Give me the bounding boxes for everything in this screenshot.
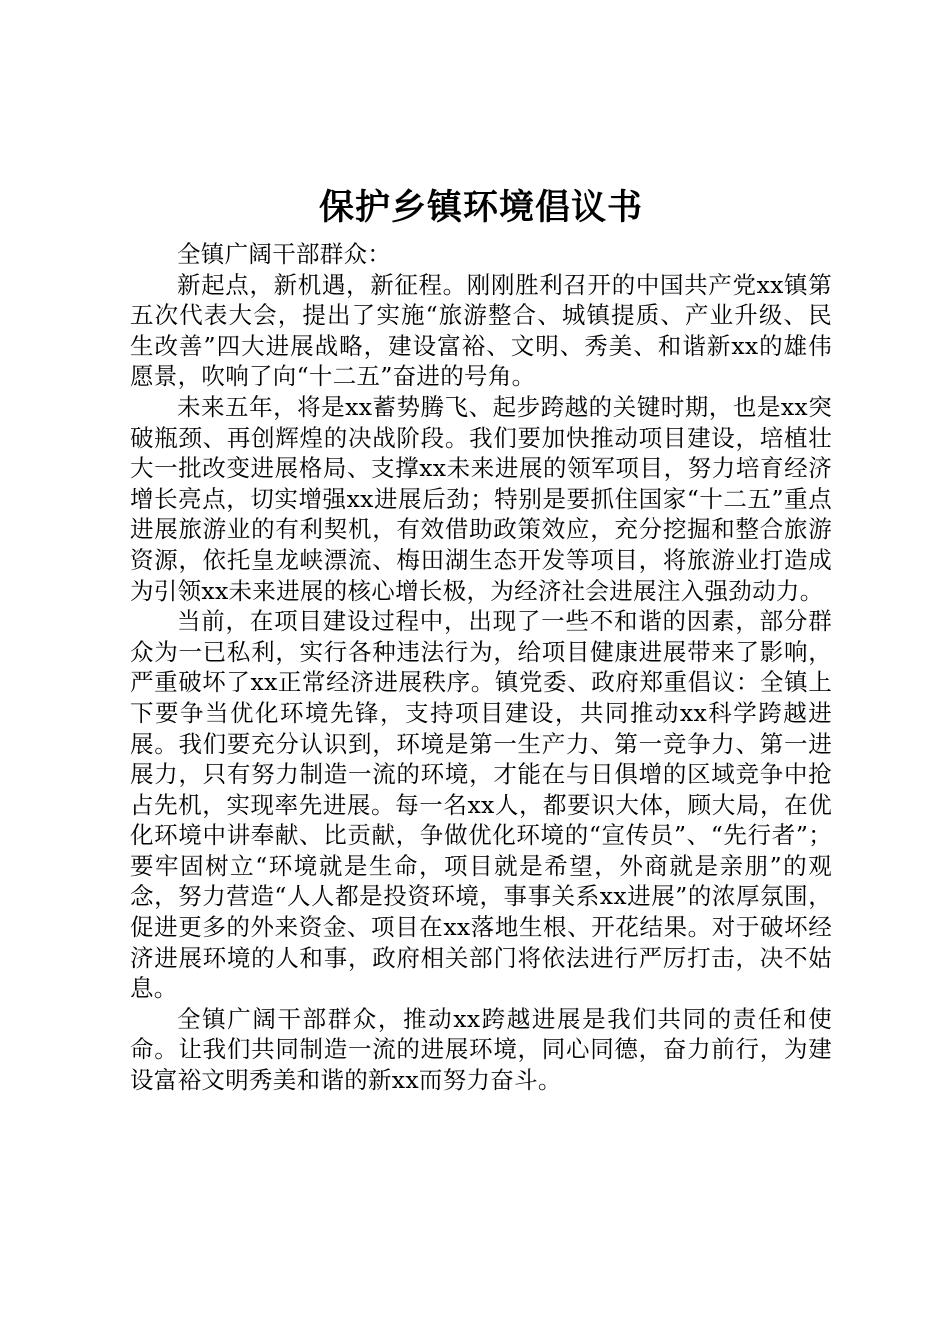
- document-page: [130, 183, 832, 1096]
- document-title: 保护乡镇环境倡议书: [318, 187, 643, 228]
- paragraph-1: 新起点，新机遇，新征程。刚刚胜利召开的中国共产党xx镇第五次代表大会，提出了实施“旅游整合、城镇提质、产业升级、民生改善”四大进展战略，建设富裕、文明、秀美、和谐新xx的雄伟愿景，吹响了向“十二五”奋进的号角。: [130, 270, 832, 391]
- paragraph-4: 全镇广阔干部群众，推动xx跨越进展是我们共同的责任和使命。让我们共同制造一流的进展环境，同心同德，奋力前行，为建设富裕文明秀美和谐的新xx而努力奋斗。: [130, 1004, 832, 1095]
- salutation: 全镇广阔干部群众：: [177, 240, 392, 268]
- paragraph-2: 未来五年，将是xx蓄势腾飞、起步跨越的关键时期，也是xx突破瓶颈、再创辉煌的决战阶段。我们要加快推动项目建设，培植壮大一批改变进展格局、支撑xx未来进展的领军项目，努力培育经济增长亮点，切实增强xx进展后劲；特别是要抓住国家“十二五”重点进展旅游业的有利契机，有效借助政策效应，充分挖掘和整合旅游资源，依托皇龙峡漂流、梅田湖生态开发等项目，将旅游业打造成为引领xx未来进展的核心增长极，为经济社会进展注入强劲动力。: [130, 392, 832, 605]
- paragraph-3: 当前，在项目建设过程中，出现了一些不和谐的因素，部分群众为一已私利，实行各种违法行为，给项目健康进展带来了影响，严重破坏了xx正常经济进展秩序。镇党委、政府郑重倡议：全镇上下要争当优化环境先锋，支持项目建设，共同推动xx科学跨越进展。我们要充分认识到，环境是第一生产力、第一竞争力、第一进展力，只有努力制造一流的环境，才能在与日俱增的区域竞争中抢占先机，实现率先进展。每一名xx人，都要识大体，顾大局，在优化环境中讲奉献、比贡献，争做优化环境的“宣传员”、“先行者”；要牢固树立“环境就是生命，项目就是希望，外商就是亲朋”的观念，努力营造“人人都是投资环境，事事关系xx进展”的浓厚氛围，促进更多的外来资金、项目在xx落地生根、开花结果。对于破坏经济进展环境的人和事，政府相关部门将依法进行严厉打击，决不姑息。: [130, 607, 832, 1003]
